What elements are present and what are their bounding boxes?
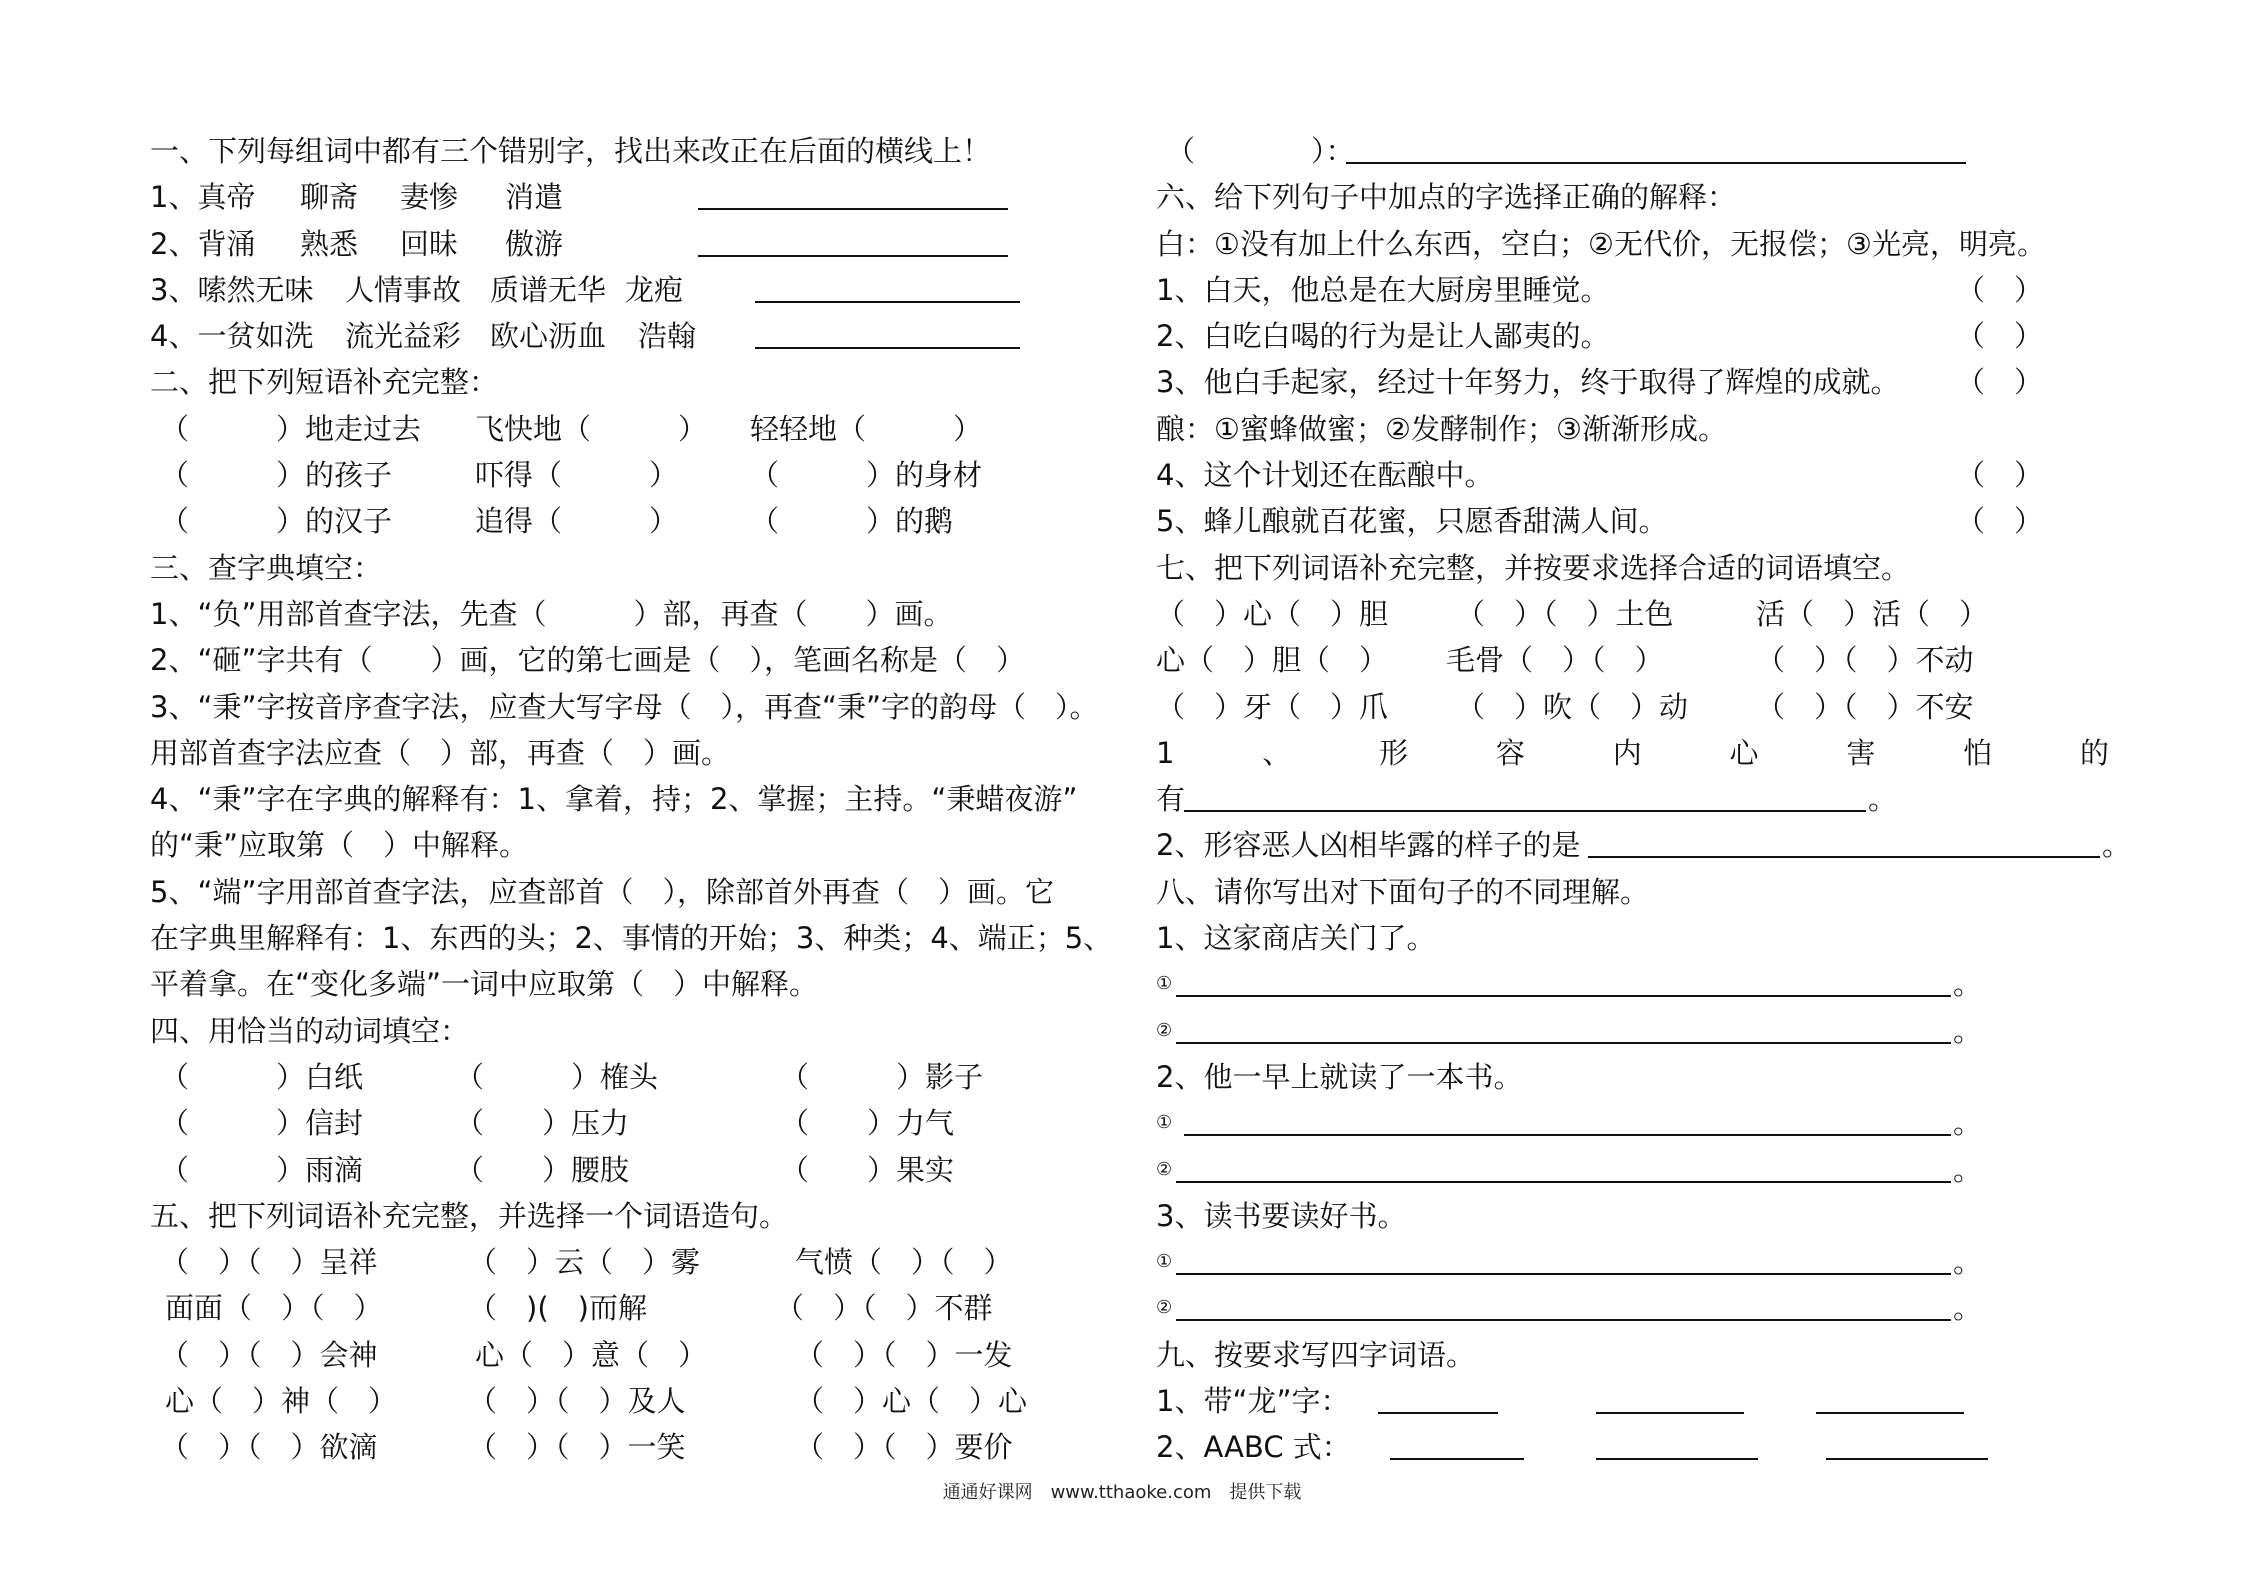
s7-q1-justified: 1 、 形 容 内 心 害 怕 的: [1156, 735, 2109, 770]
answer-blank[interactable]: [1184, 776, 1866, 812]
answer-blank[interactable]: [1826, 1424, 1988, 1460]
s5-row-3: （ ）（ ）会神 心（ ）意（ ） （ ）（ ）一发: [160, 1337, 1013, 1372]
sentence-blank[interactable]: [1346, 128, 1966, 164]
right-column: [1156, 128, 2132, 1471]
answer-blank[interactable]: [1184, 1100, 1951, 1136]
answer-blank[interactable]: [1588, 822, 2100, 858]
answer-blank[interactable]: [755, 267, 1020, 303]
s3-line: 的“秉”应取第（ ）中解释。: [150, 828, 529, 863]
s9-q2: 2、AABC 式：: [1156, 1424, 2116, 1470]
section-5-title: 五、把下列词语补充完整，并选择一个词语造句。: [150, 1198, 789, 1233]
s1-row-4: 4、一贫如洗 流光益彩 欧心沥血 浩翰: [150, 313, 1110, 359]
answer-blank[interactable]: [698, 221, 1008, 257]
s7-row-2: 心（ ）胆（ ） 毛骨（ ）（ ） （ ）（ ）不动: [1156, 643, 1974, 678]
section-4-title: 四、用恰当的动词填空：: [150, 1013, 470, 1048]
answer-paren[interactable]: （ ）: [1956, 504, 2044, 539]
s3-line: 平着拿。在“变化多端”一词中应取第（ ）中解释。: [150, 967, 819, 1002]
s1-row-1: 1、真帝 聊斋 妻惨 消遣: [150, 174, 1110, 220]
s3-line: 1、“负”用部首查字法，先查（ ）部，再查（ ）画。: [150, 596, 953, 631]
s8-answer-line: ① 。: [1156, 1100, 2116, 1146]
s5-row-2: 面面（ ）（ ） （ )( )而解 （ ）（ ）不群: [165, 1291, 993, 1326]
answer-blank[interactable]: [1390, 1424, 1524, 1460]
section-2-title: 二、把下列短语补充完整：: [150, 365, 499, 400]
answer-paren[interactable]: （ ）: [1956, 319, 2044, 354]
s5-row-4: 心（ ）神（ ） （ ）（ ）及人 （ ）心（ ）心: [165, 1384, 1028, 1419]
answer-blank[interactable]: [1176, 1008, 1951, 1044]
bai-definitions: 白：①没有加上什么东西，空白；②无代价，无报偿；③光亮，明亮。: [1156, 226, 2046, 261]
s1-row-2: 2、背涌 熟悉 回昧 傲游: [150, 221, 1110, 267]
answer-blank[interactable]: [1378, 1378, 1498, 1414]
answer-blank[interactable]: [1176, 1239, 1951, 1275]
s3-line: 用部首查字法应查（ ）部，再查（ ）画。: [150, 735, 731, 770]
s7-row-3: （ ）牙（ ）爪 （ ）吹（ ）动 （ ）（ ）不安: [1156, 689, 1974, 724]
s3-line: 5、“端”字用部首查字法，应查部首（ ），除部首外再查（ ）画。它: [150, 874, 1054, 909]
s7-row-1: （ ）心（ ）胆 （ ）（ ）土色 活（ ）活（ ）: [1156, 596, 1989, 631]
s3-line: 3、“秉”字按音序查字法，应查大写字母（ ），再查“秉”字的韵母（ ）。: [150, 689, 1099, 724]
s8-sentence: 3、读书要读好书。: [1156, 1198, 1407, 1233]
answer-blank[interactable]: [1596, 1378, 1744, 1414]
answer-paren[interactable]: （ ）: [1956, 365, 2044, 400]
s5-row-1: （ ）（ ）呈祥 （ ）云（ ）雾 气愤（ ）（ ）: [160, 1245, 1013, 1280]
s3-line: 4、“秉”字在字典的解释有：1、拿着，持；2、掌握；主持。“秉蜡夜游”: [150, 782, 1078, 817]
answer-blank[interactable]: [1176, 1285, 1951, 1321]
s8-answer-line: ① 。: [1156, 1239, 2116, 1285]
s8-answer-line: ② 。: [1156, 1008, 2116, 1054]
section-8-title: 八、请你写出对下面句子的不同理解。: [1156, 874, 1650, 909]
s9-q1: 1、带“龙”字：: [1156, 1378, 2116, 1424]
s7-q1-cont: 有 。: [1156, 776, 2116, 822]
answer-paren[interactable]: （ ）: [1956, 458, 2044, 493]
s8-answer-line: ② 。: [1156, 1285, 2116, 1331]
s5-row-5: （ ）（ ）欲滴 （ ）（ ）一笑 （ ）（ ）要价: [160, 1430, 1013, 1465]
s4-row-1: （ ）白纸 （ ）榷头 （ ）影子: [160, 1059, 984, 1094]
s5-continuation-line: （ ）：: [1156, 128, 2116, 174]
s7-q2: 2、形容恶人凶相毕露的样子的是 。: [1156, 822, 2116, 868]
s2-row-2: （ ）的孩子 吓得（ ） （ ）的身材: [160, 458, 983, 493]
s4-row-2: （ ）信封 （ ）压力 （ ）力气: [160, 1106, 955, 1141]
answer-blank[interactable]: [1176, 1147, 1951, 1183]
section-1-title: 一、下列每组词中都有三个错别字，找出来改正在后面的横线上！: [150, 134, 992, 168]
answer-paren[interactable]: （ ）: [1956, 272, 2044, 307]
answer-blank[interactable]: [698, 174, 1008, 210]
s1-row-3: 3、嗦然无味 人情事故 质谱无华 龙疱: [150, 267, 1110, 313]
answer-blank[interactable]: [755, 313, 1020, 349]
s3-line: 2、“砸”字共有（ ）画，它的第七画是（ ），笔画名称是（ ）: [150, 643, 1025, 678]
s8-answer-line: ② 。: [1156, 1147, 2116, 1193]
footer-credit: 通通好课网 www.tthaoke.com 提供下载: [942, 1482, 1302, 1503]
s8-sentence: 1、这家商店关门了。: [1156, 921, 1436, 956]
s3-line: 在字典里解释有：1、东西的头；2、事情的开始；3、种类；4、端正；5、: [150, 921, 1113, 956]
s2-row-1: （ ）地走过去 飞快地（ ） 轻轻地（ ）: [160, 411, 983, 446]
section-3-title: 三、查字典填空：: [150, 550, 383, 585]
s2-row-3: （ ）的汉子 追得（ ） （ ）的鹅: [160, 504, 954, 539]
s7-q1-line: [1156, 730, 2116, 776]
niang-definitions: 酿：①蜜蜂做蜜；②发酵制作；③渐渐形成。: [1156, 411, 1727, 446]
section-6-title: 六、给下列句子中加点的字选择正确的解释：: [1156, 180, 1737, 215]
s8-answer-line: ① 。: [1156, 961, 2116, 1007]
s6-item: 5、蜂儿酿就百花蜜，只愿香甜满人间。 （ ）: [1156, 498, 2116, 544]
s8-sentence: 2、他一早上就读了一本书。: [1156, 1059, 1523, 1094]
section-7-title: 七、把下列词语补充完整，并按要求选择合适的词语填空。: [1156, 550, 1911, 585]
s6-item: 2、白吃白喝的行为是让人鄙夷的。 （ ）: [1156, 313, 2116, 359]
section-9-title: 九、按要求写四字词语。: [1156, 1337, 1476, 1372]
answer-blank[interactable]: [1176, 961, 1951, 997]
answer-blank[interactable]: [1596, 1424, 1758, 1460]
answer-blank[interactable]: [1816, 1378, 1964, 1414]
s4-row-3: （ ）雨滴 （ ）腰肢 （ ）果实: [160, 1152, 955, 1187]
s6-item: 1、白天，他总是在大厨房里睡觉。 （ ）: [1156, 267, 2116, 313]
s6-item: 3、他白手起家，经过十年努力，终于取得了辉煌的成就。 （ ）: [1156, 359, 2116, 405]
s6-item: 4、这个计划还在酝酿中。 （ ）: [1156, 452, 2116, 498]
left-column: [150, 128, 1113, 1471]
